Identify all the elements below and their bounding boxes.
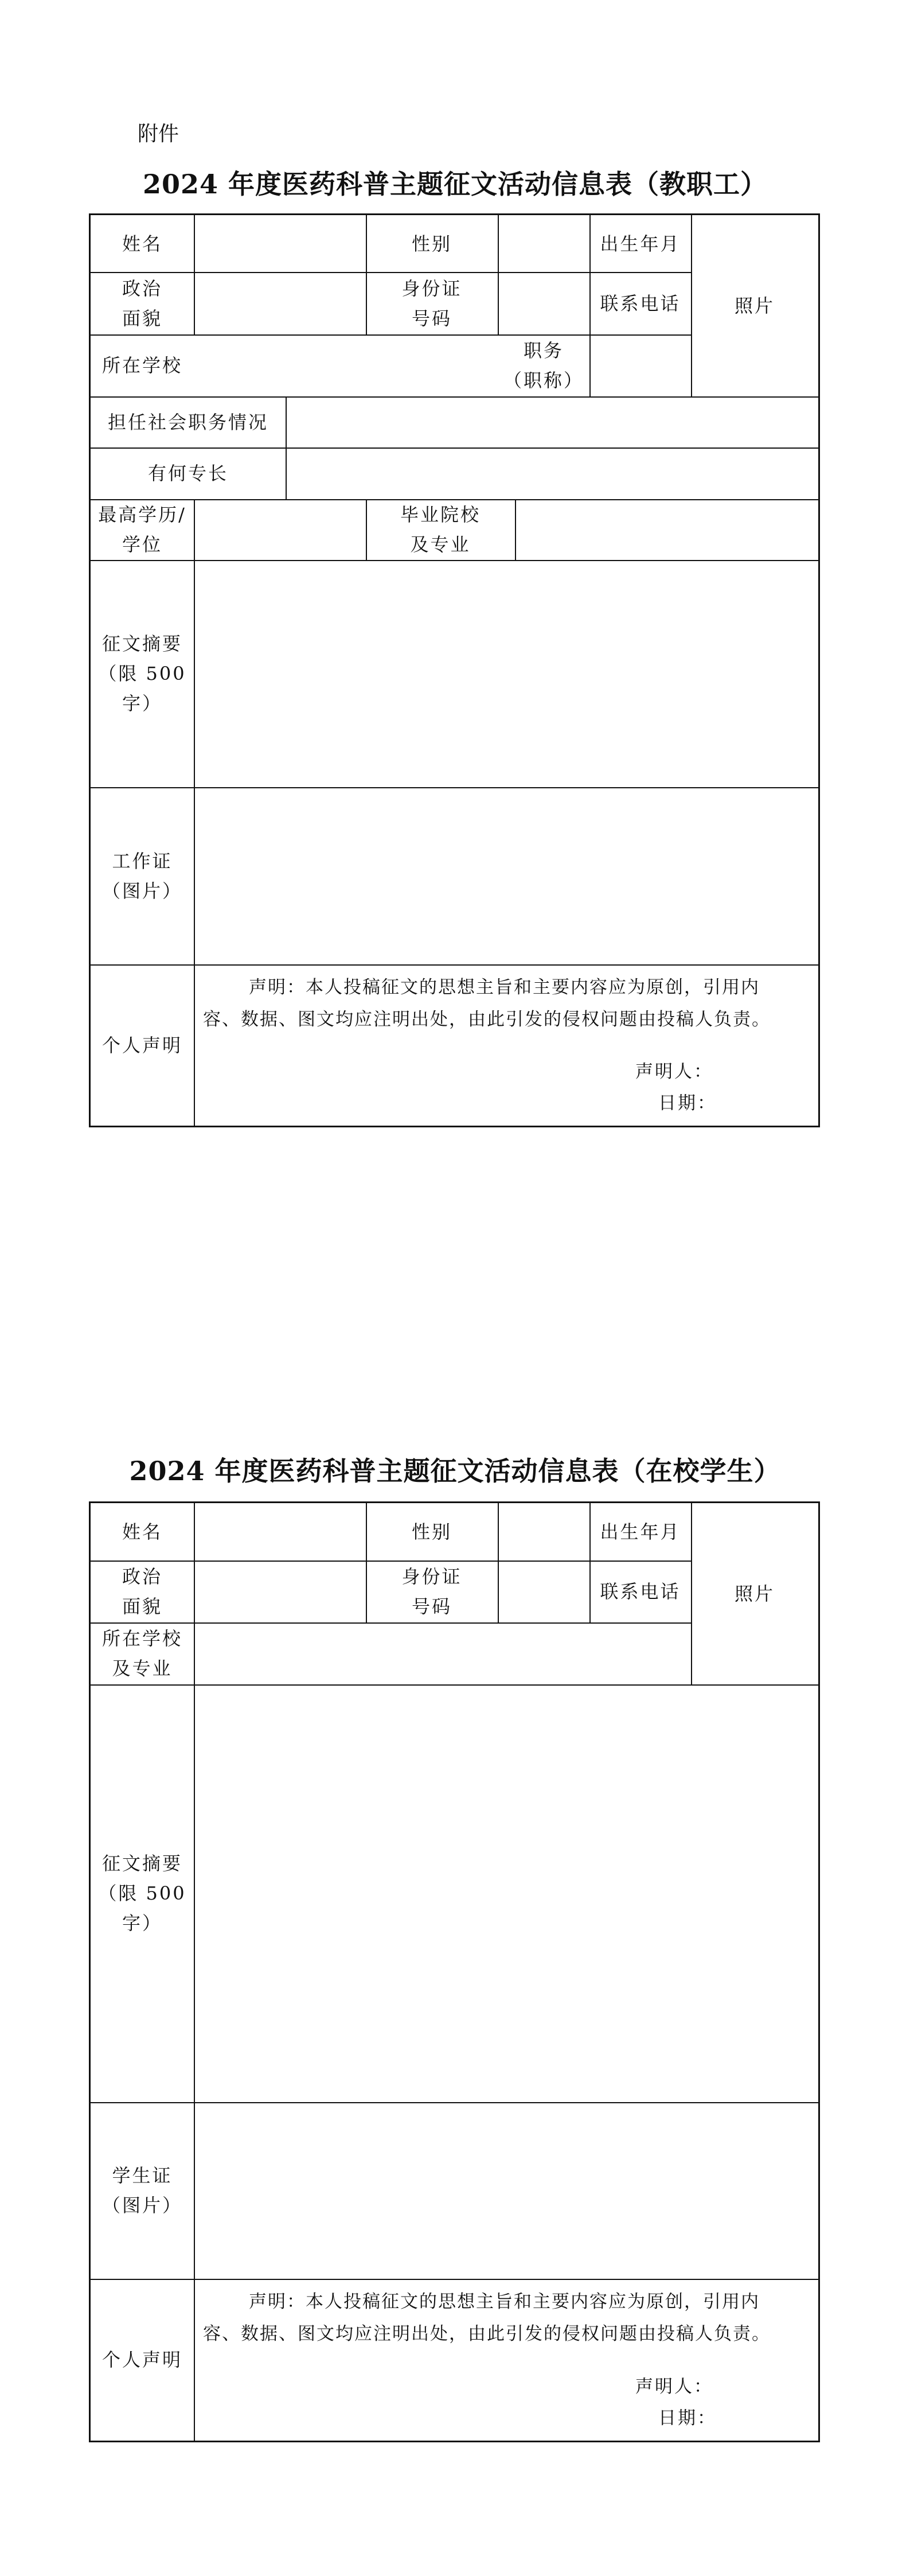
school-field[interactable] bbox=[195, 334, 498, 396]
declaration-text: 声明：本人投稿征文的思想主旨和主要内容应为原创，引用内 容、数据、图文均应注明出处，由此引发的侵权问题由投稿人负责。 bbox=[203, 977, 771, 1030]
school-label: 所在学校 bbox=[101, 355, 182, 376]
date-label: 日期： bbox=[658, 2408, 717, 2429]
name-label: 姓名 bbox=[122, 232, 162, 255]
staff-form-table bbox=[89, 213, 820, 1127]
political-label: 政治 面貌 bbox=[122, 277, 162, 329]
student-card-label: 学生证 （图片） bbox=[101, 2165, 182, 2216]
abstract-label: 征文摘要 （限 500 字） bbox=[98, 633, 186, 714]
id-number-label: 身份证 号码 bbox=[401, 1566, 462, 1617]
abstract-label: 征文摘要 （限 500 字） bbox=[98, 1853, 186, 1934]
position-field[interactable] bbox=[591, 334, 691, 396]
birth-label: 出生年月 bbox=[600, 1521, 681, 1543]
student-form-table bbox=[89, 1501, 820, 2442]
photo-label: 照片 bbox=[734, 295, 775, 317]
graduate-school-field[interactable] bbox=[516, 499, 818, 560]
photo-label: 照片 bbox=[734, 1583, 775, 1605]
gender-field[interactable] bbox=[499, 1503, 589, 1561]
student-card-field[interactable] bbox=[195, 2102, 818, 2279]
abstract-field[interactable] bbox=[195, 1684, 818, 2102]
photo-field[interactable] bbox=[691, 215, 818, 396]
date-label: 日期： bbox=[658, 1093, 717, 1114]
student-form-title: 2024 年度医药科普主题征文活动信息表（在校学生） bbox=[129, 1456, 781, 1487]
photo-field[interactable] bbox=[691, 1503, 818, 1684]
expertise-field[interactable] bbox=[287, 448, 818, 499]
id-number-field[interactable] bbox=[499, 1561, 589, 1622]
name-label: 姓名 bbox=[122, 1521, 162, 1543]
political-field[interactable] bbox=[195, 1561, 366, 1622]
staff-form-title: 2024 年度医药科普主题征文活动信息表（教职工） bbox=[142, 169, 768, 200]
graduate-school-label: 毕业院校 及专业 bbox=[400, 504, 481, 555]
political-field[interactable] bbox=[195, 272, 366, 334]
gender-field[interactable] bbox=[499, 215, 589, 272]
social-position-label: 担任社会职务情况 bbox=[107, 411, 268, 433]
name-field[interactable] bbox=[195, 1503, 366, 1561]
declaration-label: 个人声明 bbox=[101, 1034, 182, 1056]
declaration-text: 声明：本人投稿征文的思想主旨和主要内容应为原创，引用内 容、数据、图文均应注明出处，由此引发的侵权问题由投稿人负责。 bbox=[203, 2291, 771, 2344]
id-number-label: 身份证 号码 bbox=[401, 277, 462, 329]
declaration-label: 个人声明 bbox=[101, 2349, 182, 2371]
degree-field[interactable] bbox=[195, 499, 366, 560]
phone-label: 联系电话 bbox=[600, 292, 681, 314]
degree-label: 最高学历/ 学位 bbox=[98, 504, 186, 555]
gender-label: 性别 bbox=[411, 1521, 452, 1543]
gender-label: 性别 bbox=[411, 232, 452, 255]
expertise-label: 有何专长 bbox=[147, 462, 228, 484]
declarant-label: 声明人： bbox=[635, 1061, 713, 1082]
declarant-label: 声明人： bbox=[635, 2376, 713, 2397]
social-position-field[interactable] bbox=[287, 396, 818, 448]
name-field[interactable] bbox=[195, 215, 366, 272]
abstract-field[interactable] bbox=[195, 560, 818, 787]
school-major-label: 所在学校 及专业 bbox=[101, 1628, 182, 1679]
political-label: 政治 面貌 bbox=[122, 1566, 162, 1617]
work-cert-field[interactable] bbox=[195, 787, 818, 964]
attachment-label: 附件 bbox=[138, 122, 179, 146]
position-label: 职务 （职称） bbox=[503, 340, 584, 391]
school-major-field[interactable] bbox=[195, 1622, 691, 1684]
birth-label: 出生年月 bbox=[600, 232, 681, 255]
phone-label: 联系电话 bbox=[600, 1581, 681, 1602]
work-cert-label: 工作证 （图片） bbox=[101, 850, 182, 902]
id-number-field[interactable] bbox=[499, 272, 589, 334]
